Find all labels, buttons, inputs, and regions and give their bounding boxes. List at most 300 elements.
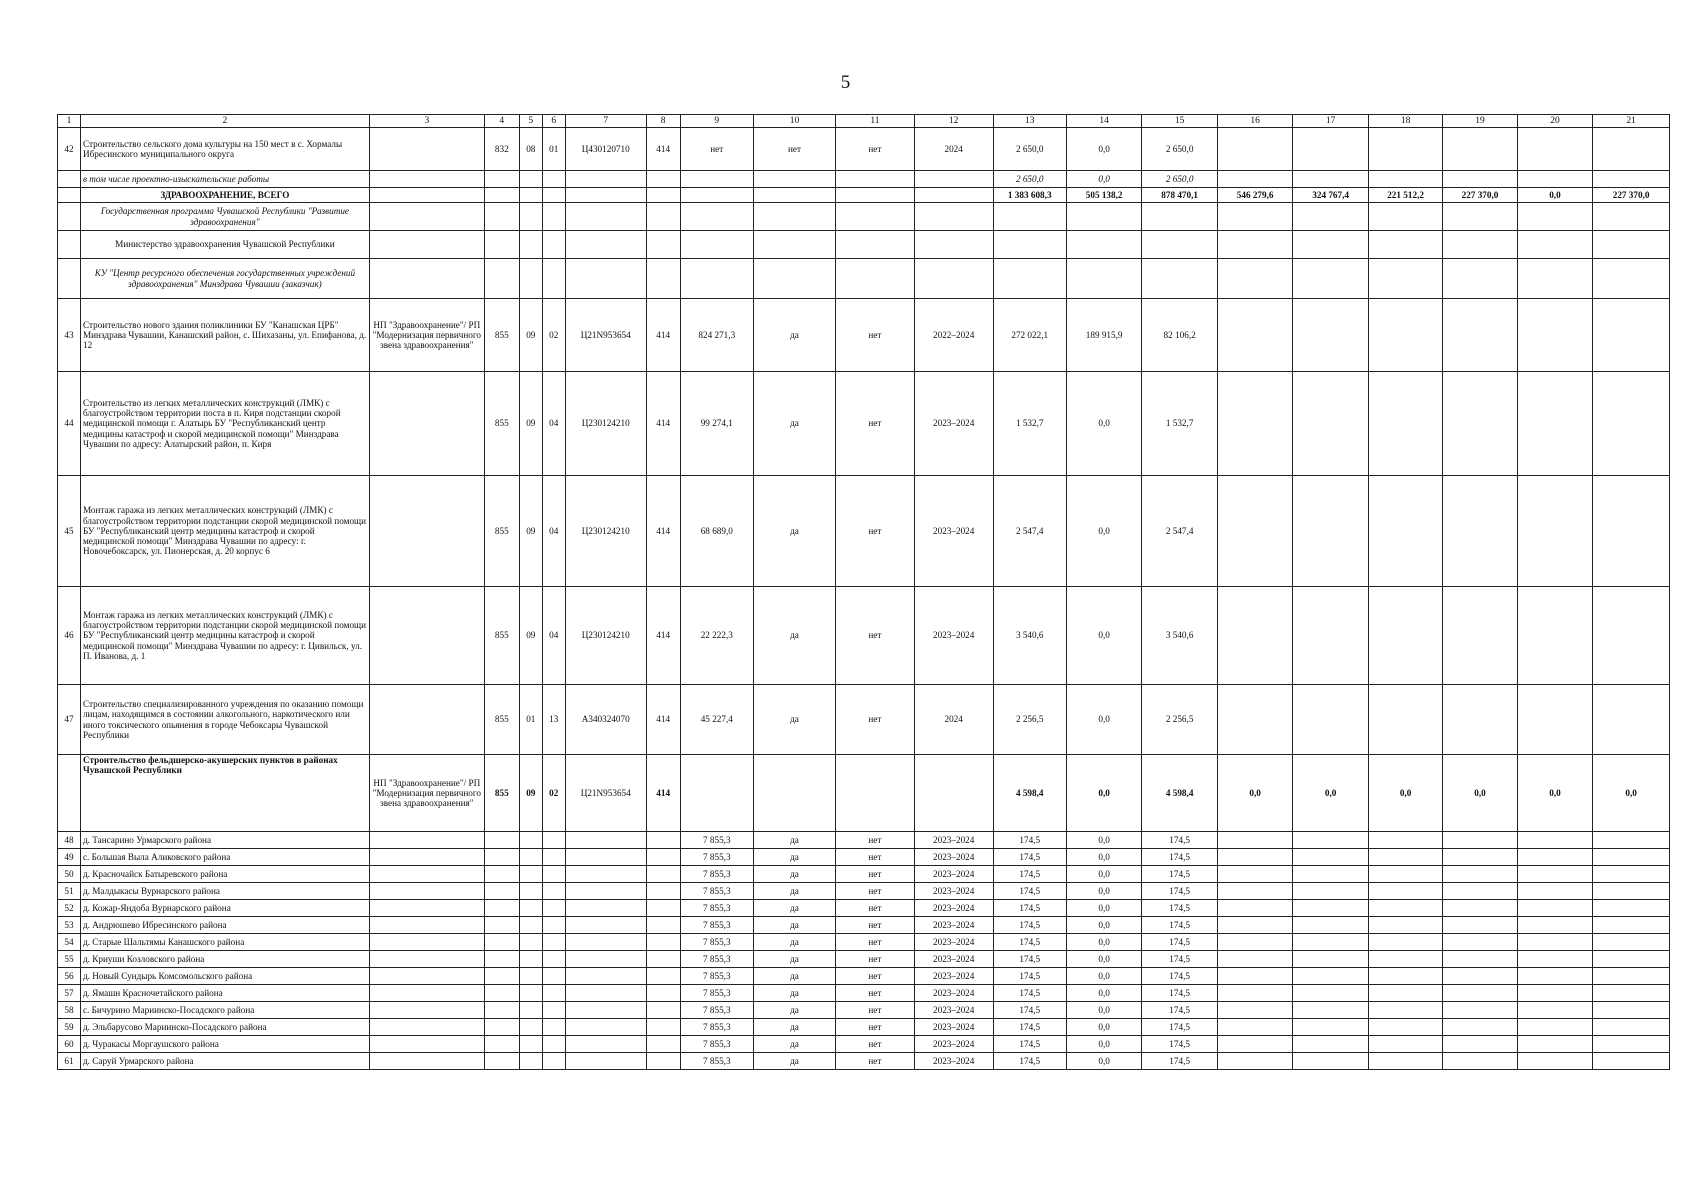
empty-cell	[1368, 866, 1442, 883]
row-number: 51	[58, 883, 81, 900]
empty-cell	[369, 849, 484, 866]
column-number: 19	[1443, 115, 1517, 128]
cell-c13: 3 540,6	[993, 587, 1066, 685]
object-name: с. Большая Выла Аликовского района	[80, 849, 369, 866]
empty-cell	[1217, 917, 1293, 934]
empty-cell	[542, 934, 565, 951]
column-number-row	[58, 115, 1670, 128]
empty-cell	[1517, 1002, 1593, 1019]
row-number: 61	[58, 1053, 81, 1070]
cell-c14: 0,0	[1066, 1002, 1142, 1019]
cell-c9: 824 271,3	[680, 299, 753, 372]
empty-cell	[1593, 1053, 1670, 1070]
object-name: д. Чуракасы Моргаушского района	[80, 1036, 369, 1053]
empty-cell	[484, 866, 519, 883]
cell-c6: 13	[542, 685, 565, 755]
object-name: д. Криуши Козловского района	[80, 951, 369, 968]
cell-c6: 04	[542, 587, 565, 685]
object-name: д. Красночайск Батыревского района	[80, 866, 369, 883]
row-number: 47	[58, 685, 81, 755]
empty-cell	[1217, 951, 1293, 968]
table-row	[58, 1002, 1670, 1019]
empty-cell	[1517, 1053, 1593, 1070]
empty-cell	[1517, 883, 1593, 900]
empty-cell	[646, 900, 680, 917]
cell-c5: 09	[519, 587, 542, 685]
cell-c7: Ц430120710	[565, 128, 646, 171]
cell-c13: 174,5	[993, 934, 1066, 951]
empty-cell	[1217, 968, 1293, 985]
empty-cell	[484, 934, 519, 951]
empty-cell	[1293, 934, 1369, 951]
cell-c11: нет	[836, 476, 915, 587]
cell-c4: 855	[484, 299, 519, 372]
empty-cell	[369, 1036, 484, 1053]
table-row	[58, 968, 1670, 985]
cell-c18: 0,0	[1368, 755, 1442, 832]
column-number: 9	[680, 115, 753, 128]
empty-cell	[542, 883, 565, 900]
cell-c14: 0,0	[1066, 755, 1142, 832]
cell-c13: 174,5	[993, 1036, 1066, 1053]
empty-cell	[1593, 849, 1670, 866]
column-number: 20	[1517, 115, 1593, 128]
empty-cell	[369, 1053, 484, 1070]
cell-c9: 45 227,4	[680, 685, 753, 755]
fap-group-row	[58, 755, 1670, 832]
cell-c8: 414	[646, 299, 680, 372]
row-number: 60	[58, 1036, 81, 1053]
cell-c11: нет	[836, 934, 915, 951]
cell-c11: нет	[836, 372, 915, 476]
empty-cell	[1443, 1002, 1517, 1019]
cell-c12: 2023–2024	[914, 372, 993, 476]
cell-c15: 174,5	[1142, 832, 1218, 849]
empty-cell	[484, 883, 519, 900]
empty-cell	[542, 985, 565, 1002]
empty-cell	[519, 951, 542, 968]
column-number: 21	[1593, 115, 1670, 128]
cell-c15: 2 650,0	[1142, 171, 1218, 188]
cell-c13: 4 598,4	[993, 755, 1066, 832]
cell-c4: 855	[484, 685, 519, 755]
cell-c5: 08	[519, 128, 542, 171]
empty-cell	[1368, 1036, 1442, 1053]
empty-cell	[1593, 900, 1670, 917]
cell-c7: Ц21N953654	[565, 755, 646, 832]
column-number: 11	[836, 115, 915, 128]
cell-c11: нет	[836, 849, 915, 866]
empty-cell	[1517, 968, 1593, 985]
cell-c14: 0,0	[1066, 1019, 1142, 1036]
empty-cell	[1443, 968, 1517, 985]
empty-cell	[1593, 968, 1670, 985]
object-name: д. Кожар-Яндоба Вурнарского района	[80, 900, 369, 917]
empty-cell	[646, 951, 680, 968]
cell-c11: нет	[836, 832, 915, 849]
empty-cell	[484, 1019, 519, 1036]
cell-c12: 2023–2024	[914, 883, 993, 900]
cell-c9: 99 274,1	[680, 372, 753, 476]
cell-c17	[1293, 128, 1369, 171]
empty-cell	[542, 1019, 565, 1036]
cell-c13: 174,5	[993, 900, 1066, 917]
cell-c16	[1217, 128, 1293, 171]
empty-cell	[1443, 1036, 1517, 1053]
program: НП "Здравоохранение"/ РП "Модернизация первичного звена здравоохранения"	[369, 755, 484, 832]
empty-cell	[1293, 917, 1369, 934]
empty-cell	[1293, 985, 1369, 1002]
cell-c14: 0,0	[1066, 128, 1142, 171]
table-row	[58, 128, 1670, 171]
cell-c11: нет	[836, 587, 915, 685]
cell-c15: 2 650,0	[1142, 128, 1218, 171]
object-name: д. Саруй Урмарского района	[80, 1053, 369, 1070]
empty-cell	[1443, 1019, 1517, 1036]
cell-c14: 0,0	[1066, 587, 1142, 685]
cell-c15: 1 532,7	[1142, 372, 1218, 476]
empty-cell	[519, 849, 542, 866]
column-number: 4	[484, 115, 519, 128]
cell-c12: 2023–2024	[914, 476, 993, 587]
empty-cell	[369, 951, 484, 968]
empty-cell	[519, 883, 542, 900]
cell-c6: 02	[542, 755, 565, 832]
cell-c14: 0,0	[1066, 866, 1142, 883]
empty-cell	[1293, 1002, 1369, 1019]
cell-c11: нет	[836, 900, 915, 917]
cell-c9: 22 222,3	[680, 587, 753, 685]
empty-cell	[369, 866, 484, 883]
cell-c12: 2023–2024	[914, 985, 993, 1002]
cell-c17: 0,0	[1293, 755, 1369, 832]
empty-cell	[1293, 883, 1369, 900]
cell-c21	[1593, 128, 1670, 171]
cell-c13: 174,5	[993, 832, 1066, 849]
cell-c10: да	[753, 1053, 835, 1070]
empty-cell	[519, 1036, 542, 1053]
empty-cell	[1368, 985, 1442, 1002]
gov-program-row	[58, 203, 1670, 231]
empty-cell	[1368, 968, 1442, 985]
empty-cell	[484, 1036, 519, 1053]
row-number: 49	[58, 849, 81, 866]
empty-cell	[484, 985, 519, 1002]
cell-c10: да	[753, 476, 835, 587]
cell-c5: 09	[519, 476, 542, 587]
empty-cell	[1517, 832, 1593, 849]
cell-c5: 09	[519, 372, 542, 476]
empty-cell	[1368, 951, 1442, 968]
cell-c15: 878 470,1	[1142, 188, 1218, 203]
empty-cell	[1517, 1036, 1593, 1053]
cell-c15: 174,5	[1142, 1002, 1218, 1019]
cell-c9: нет	[680, 128, 753, 171]
empty-cell	[542, 900, 565, 917]
cell-c11: нет	[836, 1053, 915, 1070]
empty-cell	[1517, 866, 1593, 883]
empty-cell	[519, 1019, 542, 1036]
empty-cell	[542, 866, 565, 883]
object-name: д. Старые Шальтямы Канашского района	[80, 934, 369, 951]
column-number: 8	[646, 115, 680, 128]
cell-c12: 2023–2024	[914, 866, 993, 883]
empty-cell	[369, 1019, 484, 1036]
empty-cell	[1368, 849, 1442, 866]
empty-cell	[1593, 934, 1670, 951]
cell-c10: да	[753, 866, 835, 883]
program	[369, 476, 484, 587]
empty-cell	[369, 968, 484, 985]
section-title: ЗДРАВООХРАНЕНИЕ, ВСЕГО	[80, 188, 369, 203]
program	[369, 587, 484, 685]
empty-cell	[646, 883, 680, 900]
table-row	[58, 900, 1670, 917]
empty-cell	[1593, 951, 1670, 968]
empty-cell	[565, 985, 646, 1002]
column-number: 16	[1217, 115, 1293, 128]
program: НП "Здравоохранение"/ РП "Модернизация первичного звена здравоохранения"	[369, 299, 484, 372]
empty-cell	[565, 832, 646, 849]
cell-c13: 174,5	[993, 849, 1066, 866]
cell-c12: 2023–2024	[914, 1053, 993, 1070]
cell-c6: 04	[542, 476, 565, 587]
cell-c15: 174,5	[1142, 900, 1218, 917]
empty-cell	[542, 849, 565, 866]
cell-c15: 174,5	[1142, 917, 1218, 934]
empty-cell	[369, 934, 484, 951]
cell-c16: 546 279,6	[1217, 188, 1293, 203]
empty-cell	[646, 934, 680, 951]
cell-c9: 7 855,3	[680, 1036, 753, 1053]
health-total-row	[58, 188, 1670, 203]
cell-c13: 2 650,0	[993, 171, 1066, 188]
cell-c10: да	[753, 587, 835, 685]
cell-c19: 227 370,0	[1443, 188, 1517, 203]
cell-c14: 0,0	[1066, 171, 1142, 188]
empty-cell	[1293, 1019, 1369, 1036]
object-name: д. Эльбарусово Мариинско-Посадского района	[80, 1019, 369, 1036]
cell-c10: да	[753, 372, 835, 476]
object-name: Строительство сельского дома культуры на 150 мест в с. Хормалы Ибресинского муниципального округа	[80, 128, 369, 171]
empty-cell	[646, 968, 680, 985]
object-name: с. Бичурино Мариинско-Посадского района	[80, 1002, 369, 1019]
cell-c19: 0,0	[1443, 755, 1517, 832]
cell-c20: 0,0	[1517, 755, 1593, 832]
cell-c12: 2023–2024	[914, 900, 993, 917]
cell-c4: 855	[484, 476, 519, 587]
cell-c12: 2023–2024	[914, 849, 993, 866]
table-row-subtotal	[58, 171, 1670, 188]
table-row	[58, 587, 1670, 685]
row-number: 52	[58, 900, 81, 917]
cell-c13: 174,5	[993, 866, 1066, 883]
cell-c7: Ц230124210	[565, 587, 646, 685]
cell-c5: 09	[519, 755, 542, 832]
cell-c15: 174,5	[1142, 1036, 1218, 1053]
empty-cell	[1293, 1036, 1369, 1053]
empty-cell	[1443, 883, 1517, 900]
empty-cell	[1443, 951, 1517, 968]
investment-objects-table	[57, 114, 1670, 1070]
cell-c15: 3 540,6	[1142, 587, 1218, 685]
cell-c10: да	[753, 951, 835, 968]
empty-cell	[565, 1036, 646, 1053]
cell-c12: 2023–2024	[914, 968, 993, 985]
cell-c4: 855	[484, 755, 519, 832]
cell-c11: нет	[836, 1019, 915, 1036]
empty-cell	[1368, 1053, 1442, 1070]
empty-cell	[1368, 1019, 1442, 1036]
empty-cell	[565, 934, 646, 951]
cell-c21: 0,0	[1593, 755, 1670, 832]
cell-c10: да	[753, 849, 835, 866]
empty-cell	[519, 1053, 542, 1070]
cell-c15: 174,5	[1142, 849, 1218, 866]
empty-cell	[1368, 883, 1442, 900]
row-number: 55	[58, 951, 81, 968]
cell-c17: 324 767,4	[1293, 188, 1369, 203]
cell-c13: 174,5	[993, 1019, 1066, 1036]
empty-cell	[542, 968, 565, 985]
cell-c9: 7 855,3	[680, 968, 753, 985]
empty-cell	[646, 917, 680, 934]
empty-cell	[1593, 832, 1670, 849]
cell-c8: 414	[646, 685, 680, 755]
object-name: Строительство нового здания поликлиники БУ "Канашская ЦРБ" Минздрава Чувашии, Канашский район, с. Шихазаны, ул. Епифанова, д. 12	[80, 299, 369, 372]
cell-c10: да	[753, 1002, 835, 1019]
cell-c10: да	[753, 832, 835, 849]
column-number: 13	[993, 115, 1066, 128]
table-row	[58, 832, 1670, 849]
program	[369, 372, 484, 476]
sub-label: в том числе проектно-изыскательские работы	[80, 171, 369, 188]
table-row	[58, 934, 1670, 951]
cell-c15: 174,5	[1142, 951, 1218, 968]
empty-cell	[369, 832, 484, 849]
empty-cell	[1368, 917, 1442, 934]
cell-c11: нет	[836, 1036, 915, 1053]
cell-c11: нет	[836, 968, 915, 985]
empty-cell	[1517, 951, 1593, 968]
cell-c9: 7 855,3	[680, 1002, 753, 1019]
empty-cell	[1293, 951, 1369, 968]
empty-cell	[1517, 985, 1593, 1002]
cell-c11: нет	[836, 299, 915, 372]
cell-c14: 0,0	[1066, 934, 1142, 951]
cell-c9: 7 855,3	[680, 985, 753, 1002]
cell-c12: 2023–2024	[914, 917, 993, 934]
cell-c13: 1 383 608,3	[993, 188, 1066, 203]
cell-c11: нет	[836, 883, 915, 900]
cell-c12: 2023–2024	[914, 832, 993, 849]
empty-cell	[1593, 917, 1670, 934]
cell-c15: 174,5	[1142, 985, 1218, 1002]
row-number: 43	[58, 299, 81, 372]
empty-cell	[1217, 883, 1293, 900]
empty-cell	[369, 917, 484, 934]
empty-cell	[542, 1002, 565, 1019]
empty-cell	[1293, 849, 1369, 866]
object-name: Монтаж гаража из легких металлических конструкций (ЛМК) с благоустройством территории подстанции скорой медицинской помощи БУ "Республиканский центр медицины катастроф и скорой медицинской помощи" Минздрава Чувашии по адресу: г. Цивильск, ул. П. Иванова, д. 1	[80, 587, 369, 685]
cell-c14: 0,0	[1066, 849, 1142, 866]
empty-cell	[565, 968, 646, 985]
cell-c9: 7 855,3	[680, 832, 753, 849]
empty-cell	[1293, 1053, 1369, 1070]
object-name: Строительство из легких металлических конструкций (ЛМК) с благоустройством территории поста в п. Киря подстанции скорой медицинской помощи г. Алатырь БУ "Республиканский центр медицины катастроф и скорой медицинской помощи" Минздрава Чувашии по адресу: Алатырский район, п. Киря	[80, 372, 369, 476]
cell-c12: 2023–2024	[914, 1002, 993, 1019]
cell-c6: 04	[542, 372, 565, 476]
empty-cell	[519, 968, 542, 985]
row-number: 53	[58, 917, 81, 934]
empty-cell	[484, 900, 519, 917]
empty-cell	[646, 985, 680, 1002]
cell-c20	[1517, 128, 1593, 171]
cell-c8: 414	[646, 476, 680, 587]
empty-cell	[1368, 900, 1442, 917]
cell-c11: нет	[836, 951, 915, 968]
empty-cell	[1217, 1019, 1293, 1036]
empty-cell	[565, 883, 646, 900]
cell-c4: 855	[484, 587, 519, 685]
cell-c14: 0,0	[1066, 372, 1142, 476]
empty-cell	[519, 934, 542, 951]
cell-c16: 0,0	[1217, 755, 1293, 832]
empty-cell	[484, 951, 519, 968]
cell-c14: 189 915,9	[1066, 299, 1142, 372]
object-name: Строительство специализированного учреждения по оказанию помощи лицам, находящимся в состоянии алкогольного, наркотического или иного токсического опьянения в городе Чебоксары Чувашской Республики	[80, 685, 369, 755]
cell-c13: 272 022,1	[993, 299, 1066, 372]
object-name: д. Андрюшево Ибресинского района	[80, 917, 369, 934]
cell-c9: 7 855,3	[680, 866, 753, 883]
cell-c13: 2 547,4	[993, 476, 1066, 587]
cell-c9: 68 689,0	[680, 476, 753, 587]
empty-cell	[565, 849, 646, 866]
empty-cell	[519, 985, 542, 1002]
empty-cell	[519, 900, 542, 917]
cell-c9: 7 855,3	[680, 934, 753, 951]
cell-c11: нет	[836, 128, 915, 171]
empty-cell	[1593, 883, 1670, 900]
empty-cell	[1293, 968, 1369, 985]
empty-cell	[646, 832, 680, 849]
empty-cell	[1443, 849, 1517, 866]
row-number: 57	[58, 985, 81, 1002]
cell-c11: нет	[836, 1002, 915, 1019]
empty-cell	[484, 1002, 519, 1019]
cell-c14: 0,0	[1066, 685, 1142, 755]
column-number: 6	[542, 115, 565, 128]
empty-cell	[646, 1036, 680, 1053]
empty-cell	[565, 951, 646, 968]
cell-c6: 01	[542, 128, 565, 171]
empty-cell	[1217, 1053, 1293, 1070]
empty-cell	[646, 866, 680, 883]
row-number: 54	[58, 934, 81, 951]
cell-c8: 414	[646, 128, 680, 171]
table-row	[58, 883, 1670, 900]
empty-cell	[519, 917, 542, 934]
object-name: д. Тансарино Урмарского района	[80, 832, 369, 849]
cell-c14: 0,0	[1066, 1036, 1142, 1053]
cell-c14: 0,0	[1066, 917, 1142, 934]
empty-cell	[542, 1053, 565, 1070]
row-number: 58	[58, 1002, 81, 1019]
cell-c10: да	[753, 883, 835, 900]
table-row	[58, 1053, 1670, 1070]
empty-cell	[1443, 866, 1517, 883]
empty-cell	[369, 1002, 484, 1019]
